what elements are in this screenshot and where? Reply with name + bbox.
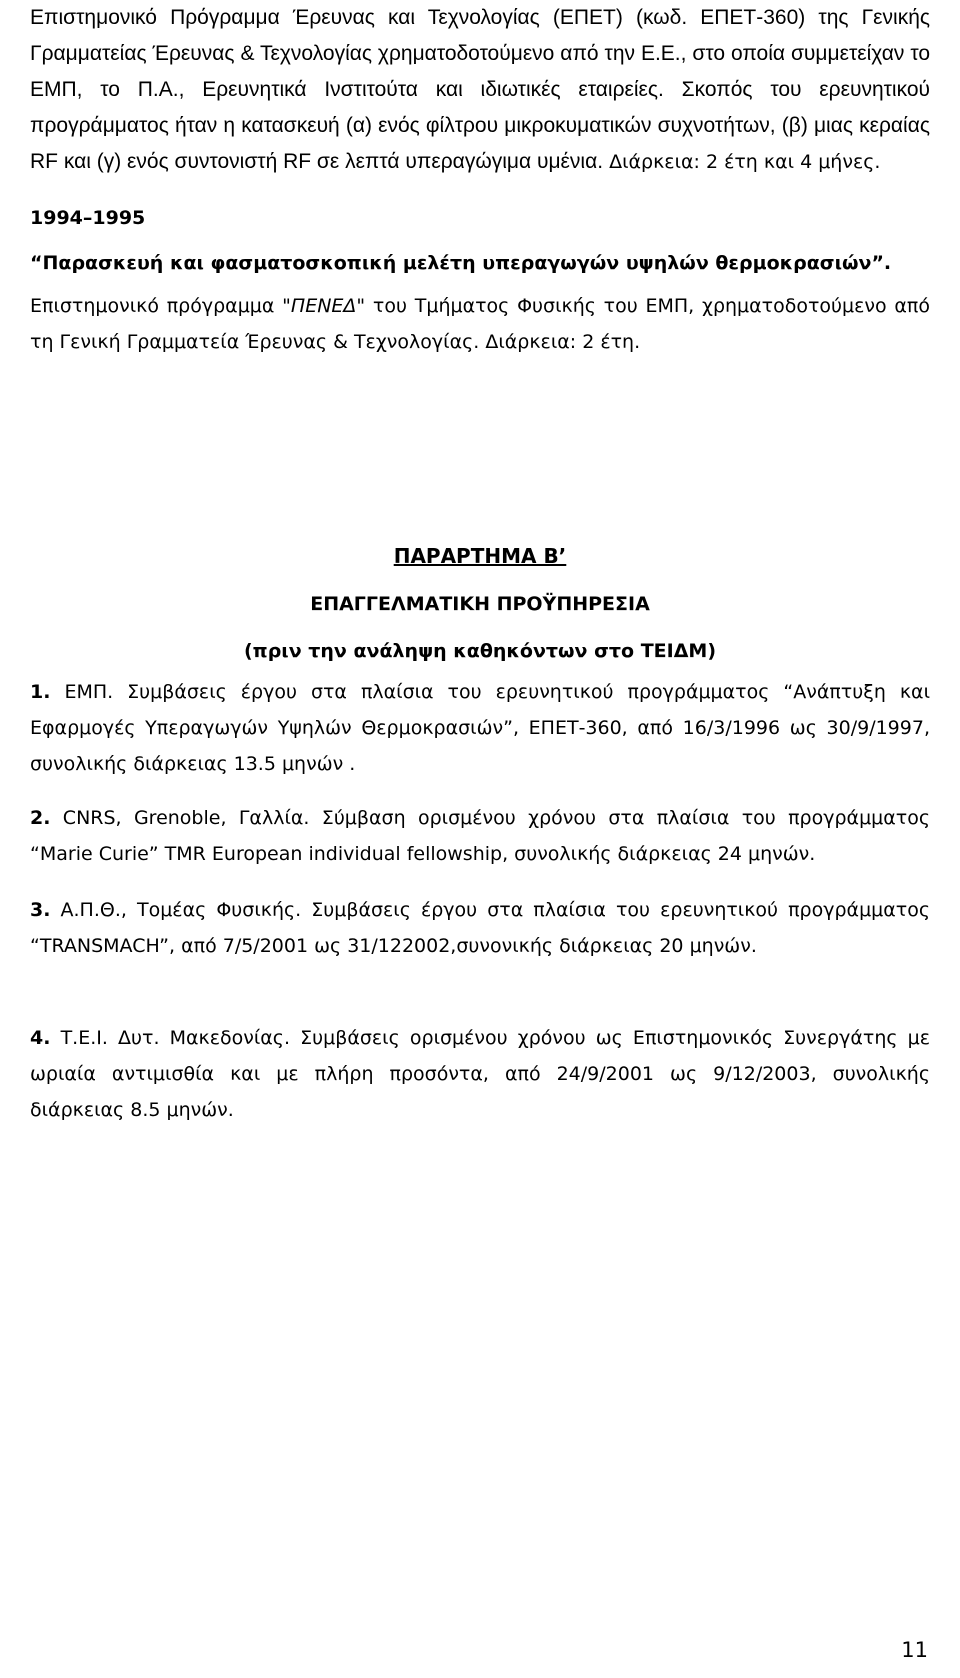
experience-text: Συμβάσεις έργου στα πλαίσια του ερευνητικού προγράμματος “Ανάπτυξη και Εφαρμογές Υπεραγωγών Υψηλών Θερμοκρασιών”, ΕΠΕΤ-360, από 16/3/1996 ως 30/9/1997, συνολικής διάρκειας 13.5 μηνών .	[30, 681, 930, 775]
appendix-title: ΠΑΡΑΡΤΗΜΑ Β’	[393, 544, 567, 568]
page-number: 11	[901, 1638, 928, 1662]
intro-text: Επιστημονικό Πρόγραμμα Έρευνας και Τεχνολογίας (ΕΠΕΤ) (κωδ. ΕΠΕΤ-360) της Γενικής Γραμματείας Έρευνας & Τεχνολογίας χρηματοδοτούμενο από την Ε.Ε., στο οποία συμμετείχαν το ΕΜΠ, το Π.Α., Ερευνητικά Ινστιτούτα και ιδιωτικές εταιρείες. Σκοπός του ερευνητικού προγράμματος ήταν η κατασκευή (α) ενός φίλτρου μικροκυματικών συχνοτήτων, (β) μιας κεραίας RF και (γ) ενός συντονιστή RF σε λεπτά υπεραγώγιμα υμένια.	[30, 6, 930, 173]
experience-org: Α.Π.Θ., Τομέας Φυσικής.	[50, 899, 302, 921]
experience-text: Συμβάσεις έργου στα πλαίσια του ερευνητικού προγράμματος “TRANSMACH”, από 7/5/2001 ως 31/122002,συνονικής διάρκειας 20 μηνών.	[30, 899, 930, 957]
experience-item	[30, 892, 930, 964]
experience-item	[30, 800, 930, 872]
experience-text: Συμβάσεις ορισμένου χρόνου ως Επιστημονικός Συνεργάτης με ωριαία αντιμισθία και με πλήρη προσόντα, από 24/9/2001 ως 9/12/2003, συνολικής διάρκειας 8.5 μηνών.	[30, 1027, 930, 1121]
project-description	[30, 288, 930, 360]
project-program-name: ΠΕΝΕΔ	[290, 295, 357, 317]
experience-number: 3.	[30, 899, 51, 921]
project-desc-start: Επιστημονικό πρόγραμμα "	[30, 295, 291, 317]
intro-paragraph	[30, 0, 930, 180]
experience-number: 1.	[30, 681, 51, 703]
project-desc-end: " του Τμήματος Φυσικής του ΕΜΠ, χρηματοδοτούμενο από τη Γενική Γραμματεία Έρευνας & Τεχνολογίας. Διάρκεια: 2 έτη.	[30, 295, 930, 353]
intro-duration: Διάρκεια: 2 έτη και 4 μήνες.	[603, 151, 881, 173]
experience-org: ΕΜΠ.	[50, 681, 114, 703]
project-title: “Παρασκευή και φασματοσκοπική μελέτη υπεραγωγών υψηλών θερμοκρασιών”.	[30, 252, 892, 274]
project-years: 1994–1995	[30, 207, 146, 229]
appendix-subtitle: ΕΠΑΓΓΕΛΜΑΤΙΚΗ ΠΡΟΫΠΗΡΕΣΙΑ	[310, 593, 650, 615]
experience-number: 4.	[30, 1027, 51, 1049]
experience-org: Τ.Ε.Ι. Δυτ. Μακεδονίας.	[50, 1027, 291, 1049]
appendix-note: (πριν την ανάληψη καθηκόντων στο ΤΕΙΔΜ)	[243, 640, 717, 662]
experience-text: Σύμβαση ορισμένου χρόνου στα πλαίσια του προγράμματος “Marie Curie” TMR European individual fellowship, συνολικής διάρκειας 24 μηνών.	[30, 807, 930, 865]
experience-item	[30, 674, 930, 782]
experience-number: 2.	[30, 807, 51, 829]
experience-org: CNRS, Grenoble, Γαλλία.	[50, 807, 310, 829]
experience-item	[30, 1020, 930, 1128]
